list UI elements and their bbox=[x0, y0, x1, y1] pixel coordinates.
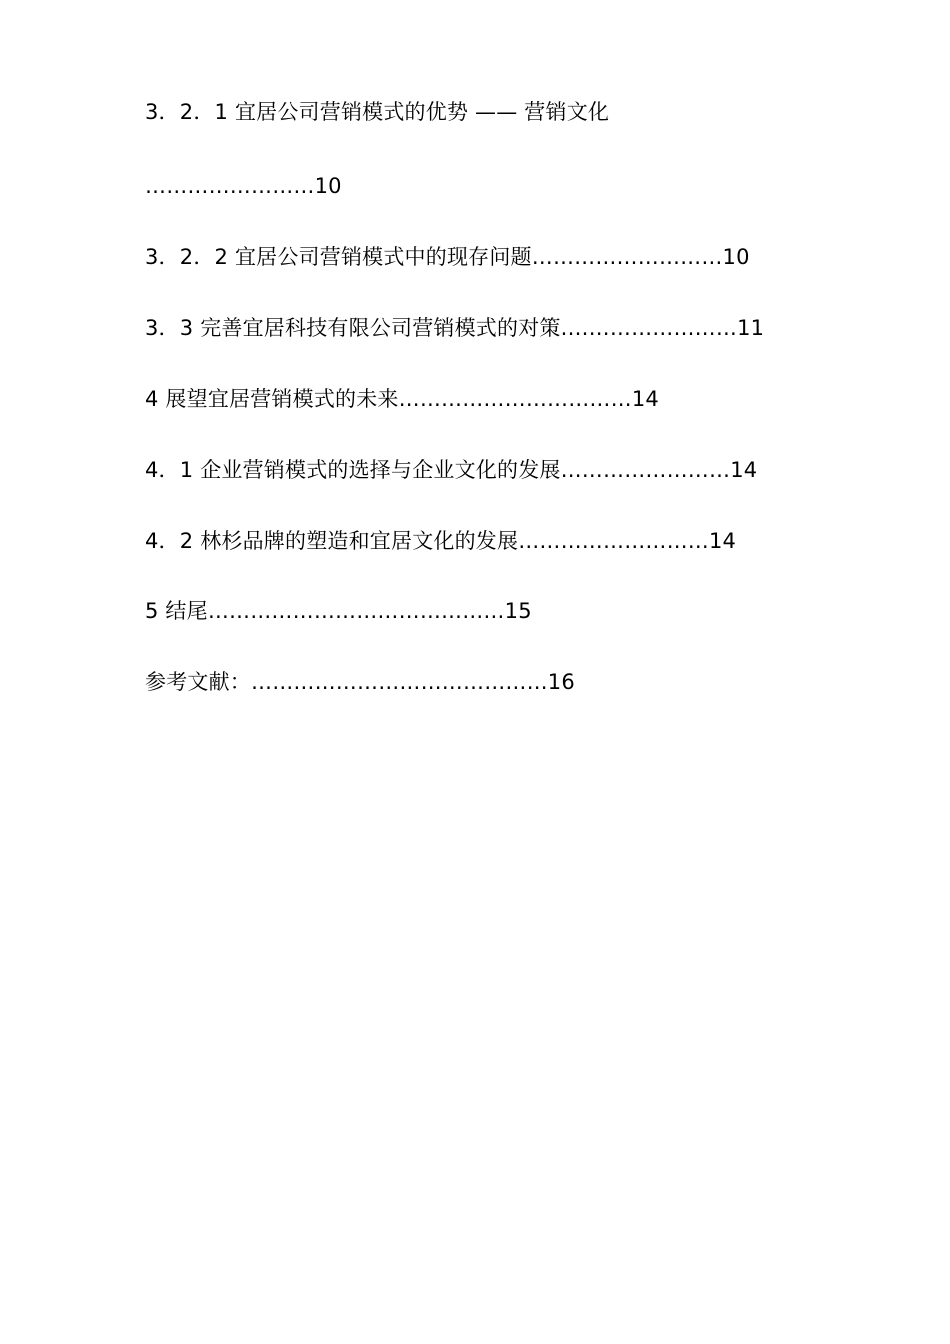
toc-entry-3-2-2: 3．2．2 宜居公司营销模式中的现存问题………………………10 bbox=[145, 245, 750, 269]
toc-entry-5: 5 结尾……………………………………15 bbox=[145, 599, 532, 623]
toc-entry-3-3: 3．3 完善宜居科技有限公司营销模式的对策.……………………11 bbox=[145, 316, 765, 340]
toc-entry-4-2: 4．2 林杉品牌的塑造和宜居文化的发展………………………14 bbox=[145, 529, 737, 553]
toc-entry-3-2-1-page: ……………………10 bbox=[145, 174, 342, 198]
toc-entry-3-2-1: 3．2．1 宜居公司营销模式的优势 —— 营销文化 bbox=[145, 100, 610, 124]
toc-entry-4: 4 展望宜居营销模式的未来……………………………14 bbox=[145, 387, 659, 411]
toc-entry-4-1: 4．1 企业营销模式的选择与企业文化的发展……………………14 bbox=[145, 458, 758, 482]
toc-entry-references: 参考文献：……………………………………16 bbox=[145, 670, 575, 694]
